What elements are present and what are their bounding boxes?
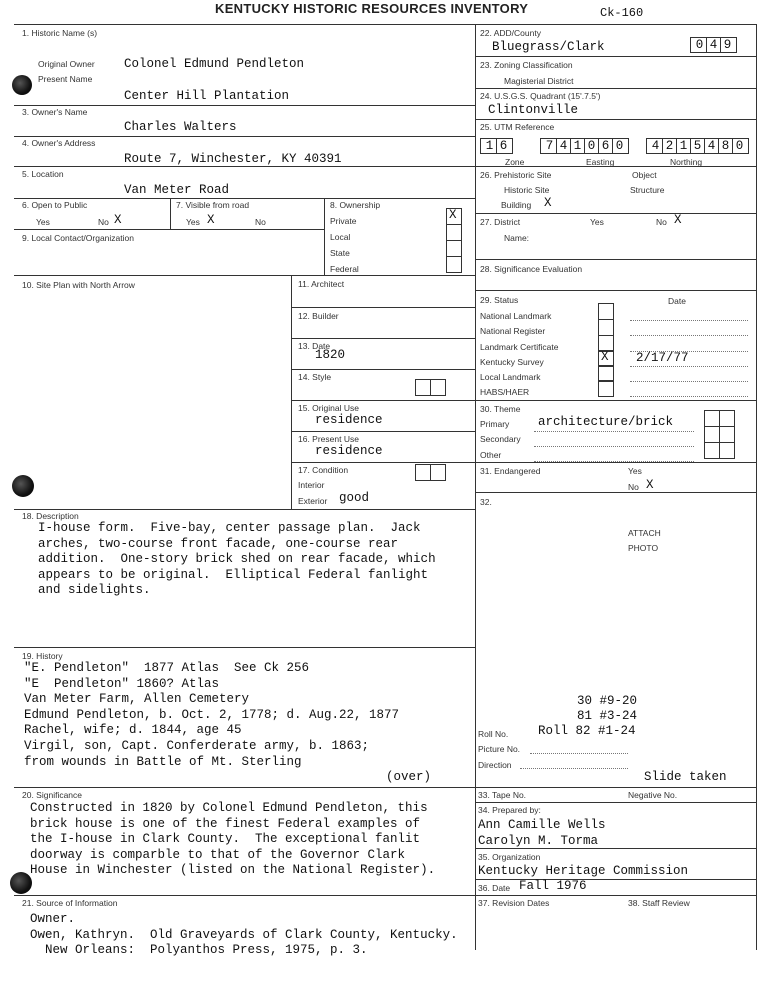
roll-no-value: Roll 82 #1-24 bbox=[538, 724, 636, 738]
negative-no-label: Negative No. bbox=[628, 790, 678, 800]
history-line: Rachel, wife; d. 1844, age 45 bbox=[24, 723, 242, 738]
significance-line: Constructed in 1820 by Colonel Edmund Pendleton, this bbox=[30, 801, 428, 815]
history-line: Edmund Pendleton, b. Oct. 2, 1778; d. Aug.22, 1877 bbox=[24, 707, 400, 722]
prepared-by-label: 34. Prepared by: bbox=[478, 805, 541, 815]
district-yes: Yes bbox=[590, 217, 604, 227]
significance-line: doorway is comparble to that of the Governor Clark bbox=[30, 847, 406, 862]
style-box-b[interactable] bbox=[430, 379, 446, 396]
theme-primary-label: Primary bbox=[480, 419, 510, 429]
status-national-register: National Register bbox=[480, 326, 546, 336]
date-value: 1820 bbox=[315, 348, 346, 362]
historic-name-label: 1. Historic Name (s) bbox=[22, 28, 98, 38]
ownership-checkbox-federal[interactable] bbox=[446, 256, 462, 273]
history-line: "E. Pendleton" 1877 Atlas See Ck 256 bbox=[24, 661, 310, 675]
significance-text bbox=[30, 801, 435, 879]
kentucky-survey-mark: X bbox=[601, 350, 609, 364]
form-title: KENTUCKY HISTORIC RESOURCES INVENTORY bbox=[215, 1, 529, 16]
county-code-digit: 4 bbox=[707, 38, 721, 52]
utm-digit: 0 bbox=[735, 139, 744, 153]
utm-zone bbox=[480, 138, 513, 154]
theme-checkbox[interactable] bbox=[719, 426, 735, 443]
prepared-by-name: Carolyn M. Torma bbox=[478, 834, 599, 848]
punch-hole-bottom bbox=[10, 872, 32, 894]
utm-digit: 4 bbox=[705, 139, 719, 153]
description-line: appears to be original. Elliptical Federal fanlight bbox=[38, 567, 429, 582]
open-to-public-no: No bbox=[98, 217, 109, 227]
county-code-digit: 0 bbox=[693, 38, 707, 52]
building-label: Building bbox=[501, 200, 532, 210]
condition-box-b[interactable] bbox=[430, 464, 446, 481]
significance-line: brick house is one of the finest Federal examples of bbox=[30, 816, 421, 831]
organization-label: 35. Organization bbox=[478, 852, 541, 862]
zoning-label: 23. Zoning Classification bbox=[480, 60, 573, 70]
top-rule bbox=[14, 24, 756, 25]
ownership-private: Private bbox=[330, 216, 357, 226]
status-landmark-certificate: Landmark Certificate bbox=[480, 342, 559, 352]
revision-dates-label: 37. Revision Dates bbox=[478, 898, 550, 908]
utm-digit: 4 bbox=[557, 139, 571, 153]
add-county-value: Bluegrass/Clark bbox=[492, 40, 605, 54]
roll-line: 81 #3-24 bbox=[577, 709, 638, 723]
utm-northing-label: Northing bbox=[670, 157, 703, 167]
status-checkbox[interactable] bbox=[598, 319, 614, 336]
theme-secondary-label: Secondary bbox=[480, 434, 521, 444]
visible-from-road-label: 7. Visible from road bbox=[176, 200, 250, 210]
source-label: 21. Source of Information bbox=[22, 898, 118, 908]
utm-digit: 6 bbox=[499, 139, 508, 153]
condition-exterior-value: good bbox=[339, 491, 370, 505]
ownership-mark: X bbox=[449, 208, 457, 222]
status-date-label: Date bbox=[668, 296, 686, 306]
status-checkbox[interactable] bbox=[598, 380, 614, 397]
condition-box-a[interactable] bbox=[415, 464, 431, 481]
utm-easting-label: Easting bbox=[586, 157, 615, 167]
status-local-landmark: Local Landmark bbox=[480, 372, 541, 382]
original-use-value: residence bbox=[315, 413, 383, 427]
utm-digit: 2 bbox=[663, 139, 677, 153]
owner-name-value: Charles Walters bbox=[124, 120, 237, 134]
history-label: 19. History bbox=[22, 651, 63, 661]
right-border bbox=[756, 24, 757, 950]
visible-from-road-mark: X bbox=[207, 213, 215, 227]
utm-digit: 1 bbox=[483, 139, 497, 153]
local-contact-label: 9. Local Contact/Organization bbox=[22, 233, 134, 243]
condition-label: 17. Condition bbox=[298, 465, 349, 475]
open-to-public-label: 6. Open to Public bbox=[22, 200, 88, 210]
history-over: (over) bbox=[386, 770, 432, 784]
object-label: Object bbox=[632, 170, 657, 180]
center-divider bbox=[475, 24, 476, 950]
prepared-date-value: Fall 1976 bbox=[519, 879, 587, 893]
present-name-value: Center Hill Plantation bbox=[124, 89, 290, 103]
architect-label: 11. Architect bbox=[298, 279, 345, 289]
present-use-value: residence bbox=[315, 444, 383, 458]
source-line: New Orleans: Polyanthos Press, 1975, p. 3. bbox=[30, 943, 368, 958]
district-name-label: Name: bbox=[504, 233, 530, 243]
punch-hole-top bbox=[12, 75, 32, 95]
theme-checkbox[interactable] bbox=[719, 442, 735, 459]
owner-address-value: Route 7, Winchester, KY 40391 bbox=[124, 152, 342, 166]
condition-interior: Interior bbox=[298, 480, 325, 490]
ownership-federal: Federal bbox=[330, 264, 359, 274]
theme-checkbox[interactable] bbox=[719, 410, 735, 427]
builder-label: 12. Builder bbox=[298, 311, 339, 321]
description-line: addition. One-story brick shed on rear facade, which bbox=[38, 552, 436, 567]
location-label: 5. Location bbox=[22, 169, 64, 179]
photo-label: PHOTO bbox=[628, 543, 659, 553]
picture-no-label: Picture No. bbox=[478, 744, 521, 754]
history-line: "E Pendleton" 1860? Atlas bbox=[24, 676, 220, 691]
condition-exterior: Exterior bbox=[298, 496, 328, 506]
utm-digit: 1 bbox=[571, 139, 585, 153]
tape-no-label: 33. Tape No. bbox=[478, 790, 527, 800]
description-text bbox=[38, 521, 436, 599]
significance-line: the I-house in Clark County. The exceptional fanlit bbox=[30, 832, 421, 847]
style-label: 14. Style bbox=[298, 372, 332, 382]
utm-digit: 6 bbox=[599, 139, 613, 153]
prepared-by-name: Ann Camille Wells bbox=[478, 818, 606, 832]
status-national-landmark: National Landmark bbox=[480, 311, 552, 321]
utm-northing bbox=[646, 138, 749, 154]
date-label: 13. Date bbox=[298, 341, 331, 351]
ownership-state: State bbox=[330, 248, 350, 258]
prehistoric-site-label: 26. Prehistoric Site bbox=[480, 170, 552, 180]
owner-address-label: 4. Owner's Address bbox=[22, 138, 96, 148]
ownership-checkbox-state[interactable] bbox=[446, 240, 462, 257]
kentucky-survey-date: 2/17/77 bbox=[636, 351, 689, 365]
utm-digit: 1 bbox=[677, 139, 691, 153]
description-line: arches, two-course front facade, one-course rear bbox=[38, 536, 399, 551]
utm-digit: 5 bbox=[691, 139, 705, 153]
photo-field-label: 32. bbox=[480, 497, 492, 507]
organization-value: Kentucky Heritage Commission bbox=[478, 864, 689, 878]
description-line: I-house form. Five-bay, center passage plan. Jack bbox=[38, 521, 421, 535]
theme-primary-value: architecture/brick bbox=[538, 415, 674, 429]
building-mark: X bbox=[544, 196, 552, 210]
roll-line: 30 #9-20 bbox=[577, 694, 638, 708]
roll-no-label: Roll No. bbox=[478, 729, 509, 739]
significance-label: 20. Significance bbox=[22, 790, 83, 800]
source-line: Owen, Kathryn. Old Graveyards of Clark County, Kentucky. bbox=[30, 927, 458, 942]
site-plan-label: 10. Site Plan with North Arrow bbox=[22, 280, 135, 290]
status-kentucky-survey: Kentucky Survey bbox=[480, 357, 544, 367]
visible-from-road-no: No bbox=[255, 217, 266, 227]
theme-label: 30. Theme bbox=[480, 404, 521, 414]
slide-taken: Slide taken bbox=[644, 770, 727, 784]
source-line: Owner. bbox=[30, 912, 76, 926]
visible-from-road-yes: Yes bbox=[186, 217, 200, 227]
attach-label: ATTACH bbox=[628, 528, 661, 538]
endangered-mark: X bbox=[646, 478, 654, 492]
open-to-public-mark: X bbox=[114, 213, 122, 227]
present-name-label: Present Name bbox=[38, 74, 93, 84]
utm-reference-label: 25. UTM Reference bbox=[480, 122, 555, 132]
district-label: 27. District bbox=[480, 217, 521, 227]
form-id: Ck-160 bbox=[600, 6, 644, 20]
theme-checkbox[interactable] bbox=[704, 426, 720, 443]
open-to-public-yes: Yes bbox=[36, 217, 50, 227]
original-owner-label: Original Owner bbox=[38, 59, 95, 69]
punch-hole-middle bbox=[12, 475, 34, 497]
original-use-label: 15. Original Use bbox=[298, 403, 359, 413]
theme-checkbox[interactable] bbox=[704, 410, 720, 427]
location-value: Van Meter Road bbox=[124, 183, 230, 197]
county-code-digit: 9 bbox=[723, 38, 732, 52]
theme-checkbox[interactable] bbox=[704, 442, 720, 459]
significance-line: House in Winchester (listed on the National Register). bbox=[30, 863, 436, 878]
theme-other-label: Other bbox=[480, 450, 502, 460]
status-habs-haer: HABS/HAER bbox=[480, 387, 530, 397]
direction-label: Direction bbox=[478, 760, 512, 770]
history-line: Virgil, son, Capt. Conferderate army, b. 1863; bbox=[24, 738, 370, 753]
present-use-label: 16. Present Use bbox=[298, 434, 359, 444]
history-line: from wounds in Battle of Mt. Sterling bbox=[24, 754, 302, 769]
add-county-label: 22. ADD/County bbox=[480, 28, 541, 38]
utm-zone-label: Zone bbox=[505, 157, 525, 167]
original-owner-value: Colonel Edmund Pendleton bbox=[124, 57, 305, 71]
endangered-no: No bbox=[628, 482, 639, 492]
status-checkbox[interactable] bbox=[598, 303, 614, 320]
usgs-quadrant-label: 24. U.S.G.S. Quadrant (15'.7.5') bbox=[480, 91, 601, 101]
district-mark: X bbox=[674, 213, 682, 227]
utm-digit: 8 bbox=[719, 139, 733, 153]
prepared-date-label: 36. Date bbox=[478, 883, 511, 893]
ownership-local: Local bbox=[330, 232, 351, 242]
structure-label: Structure bbox=[630, 185, 665, 195]
usgs-quadrant-value: Clintonville bbox=[488, 103, 579, 117]
ownership-checkbox-local[interactable] bbox=[446, 224, 462, 241]
staff-review-label: 38. Staff Review bbox=[628, 898, 690, 908]
owner-name-label: 3. Owner's Name bbox=[22, 107, 88, 117]
ownership-label: 8. Ownership bbox=[330, 200, 381, 210]
endangered-yes: Yes bbox=[628, 466, 642, 476]
status-label: 29. Status bbox=[480, 295, 519, 305]
source-text bbox=[30, 912, 458, 959]
description-line: and sidelights. bbox=[38, 583, 151, 598]
utm-digit: 7 bbox=[543, 139, 557, 153]
endangered-label: 31. Endangered bbox=[480, 466, 541, 476]
utm-digit: 0 bbox=[585, 139, 599, 153]
magisterial-district-label: Magisterial District bbox=[504, 76, 574, 86]
significance-evaluation-label: 28. Significance Evaluation bbox=[480, 264, 583, 274]
utm-digit: 4 bbox=[649, 139, 663, 153]
utm-digit: 0 bbox=[615, 139, 624, 153]
style-box-a[interactable] bbox=[415, 379, 431, 396]
history-text bbox=[24, 661, 399, 770]
county-code bbox=[690, 37, 737, 53]
district-no: No bbox=[656, 217, 667, 227]
history-line: Van Meter Farm, Allen Cemetery bbox=[24, 692, 250, 707]
utm-easting bbox=[540, 138, 629, 154]
description-label: 18. Description bbox=[22, 511, 79, 521]
historic-site-label: Historic Site bbox=[504, 185, 550, 195]
